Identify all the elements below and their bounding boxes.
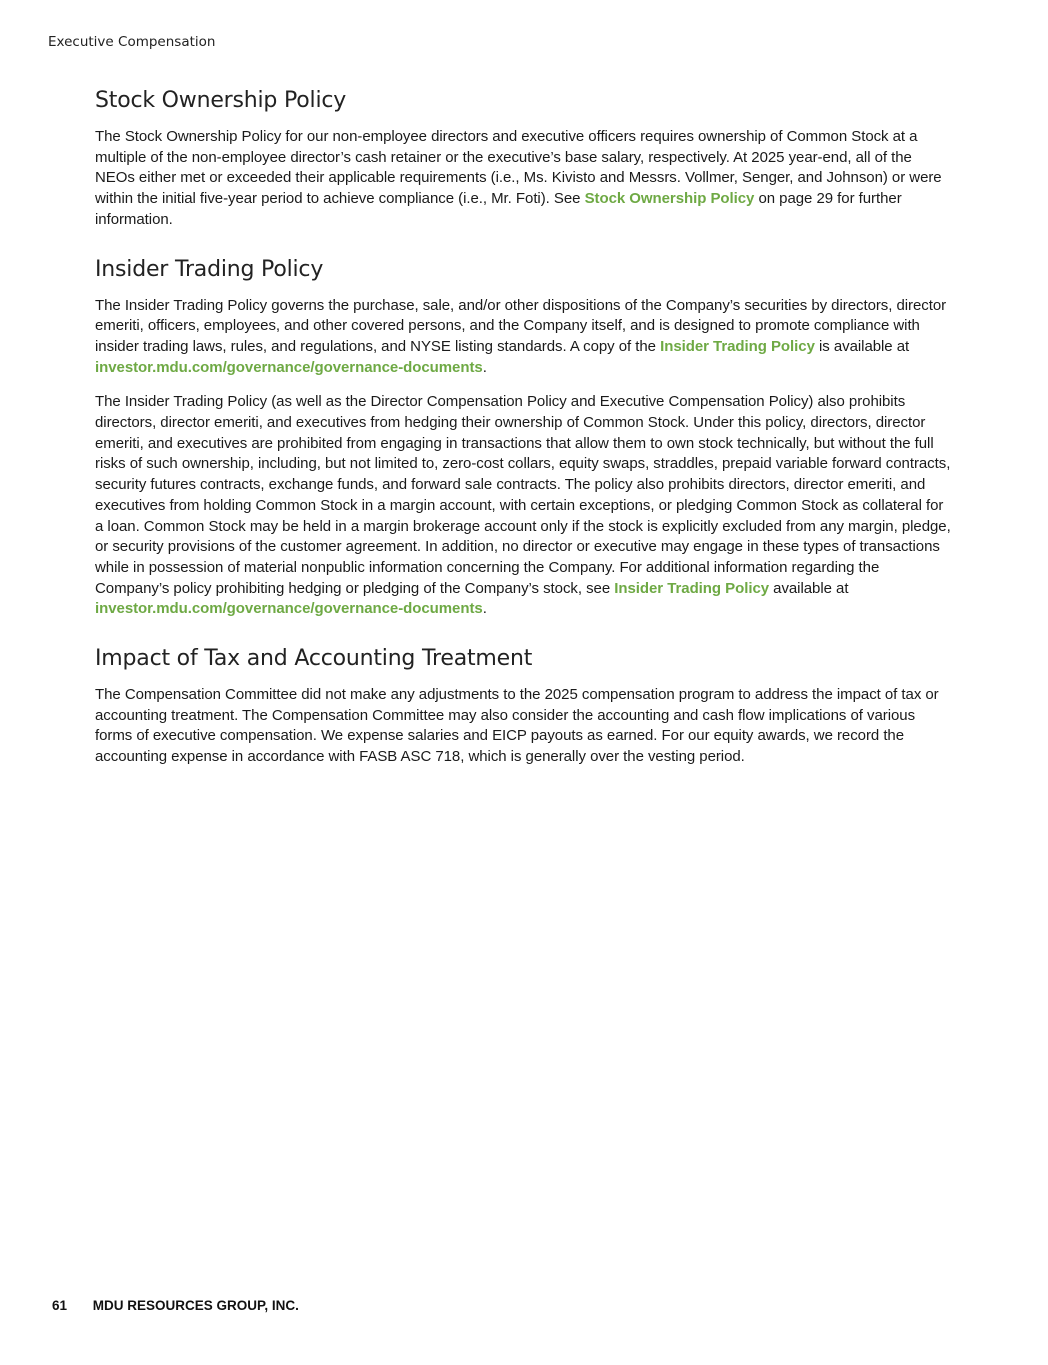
paragraph <box>95 127 955 231</box>
section-heading: Stock Ownership Policy <box>95 88 347 113</box>
running-header: Executive Compensation <box>48 34 216 50</box>
insider-trading-policy-link[interactable]: Insider Trading Policy <box>614 579 770 597</box>
section-heading: Impact of Tax and Accounting Treatment <box>95 646 533 672</box>
text: . <box>482 358 487 376</box>
text: The Stock Ownership Policy for our non-employee directors and executive officers requires ownership of Common Stock at a multiple of the non-employee director’s cash retainer or the executive’s base salary, respectively. At 2025 year-end, all of the NEOs either met or exceeded their applicable requirements (i.e., Ms. Kivisto and Messrs. Vollmer, Senger, and Johnson) or were within the initial five-year period to achieve compliance (i.e., Mr. Foti). See <box>95 128 942 208</box>
section-heading: Insider Trading Policy <box>95 256 324 282</box>
insider-trading-policy-link[interactable]: Insider Trading Policy <box>660 337 815 355</box>
text: The Insider Trading Policy governs the purchase, sale, and/or other dispositions of the Company’s securities by directors, director emeriti, officers, employees, and other covered persons, and the Company itself, and is designed to promote compliance with insider trading laws, rules, and regulations, and NYSE listing standards. A copy of the <box>95 296 947 355</box>
text: The Insider Trading Policy (as well as the Director Compensation Policy and Executive Compensation Policy) also prohibits directors, director emeriti, and executives from hedging their ownership of Common Stock. Under this policy, directors, director emeriti, and executives are prohibited from engaging in transactions that allow them to own stock technically, but without the full risks of such ownership, including, but not limited to, zero-cost collars, equity swaps, straddles, prepaid variable forward contracts, security futures contracts, exchange funds, and forward sale contracts. The policy also prohibits directors, director emeriti, and executives from holding Common Stock in a margin account, with certain exceptions, or pledging Common Stock as collateral for a loan. Common Stock may be held in a margin brokerage account only if the stock is explicitly excluded from any margin, pledge, or security provisions of the customer agreement. In addition, no director or executive may engage in these types of transactions while in possession of material nonpublic information concerning the Company. For additional information regarding the Company’s policy prohibiting hedging or pledging of the Company’s stock, see <box>95 393 951 597</box>
paragraph: The Compensation Committee did not make any adjustments to the 2025 compensation program to address the impact of tax or accounting treatment. The Compensation Committee may also consider the accounting and cash flow implications of various forms of executive compensation. We expense salaries and EICP payouts as earned. For our equity awards, we record the accounting expense in accordance with FASB ASC 718, which is generally over the vesting period. <box>95 686 939 766</box>
text: available at <box>769 579 849 597</box>
page-footer <box>52 1298 299 1313</box>
governance-documents-link[interactable]: investor.mdu.com/governance/governance-documents <box>95 600 483 618</box>
page-number: 61 <box>52 1298 68 1313</box>
section-insider-trading <box>95 257 955 621</box>
text: is available at <box>814 337 910 355</box>
governance-documents-link[interactable]: investor.mdu.com/governance/governance-documents <box>95 358 483 376</box>
paragraph <box>95 296 955 379</box>
stock-ownership-policy-link[interactable]: Stock Ownership Policy <box>584 190 755 208</box>
section-tax-accounting <box>95 646 955 768</box>
company-name: MDU RESOURCES GROUP, INC. <box>92 1298 299 1313</box>
section-stock-ownership <box>95 88 955 231</box>
main-content <box>95 88 955 794</box>
text: . <box>482 600 487 618</box>
text: on page 29 for further information. <box>95 190 902 228</box>
paragraph <box>95 392 955 620</box>
